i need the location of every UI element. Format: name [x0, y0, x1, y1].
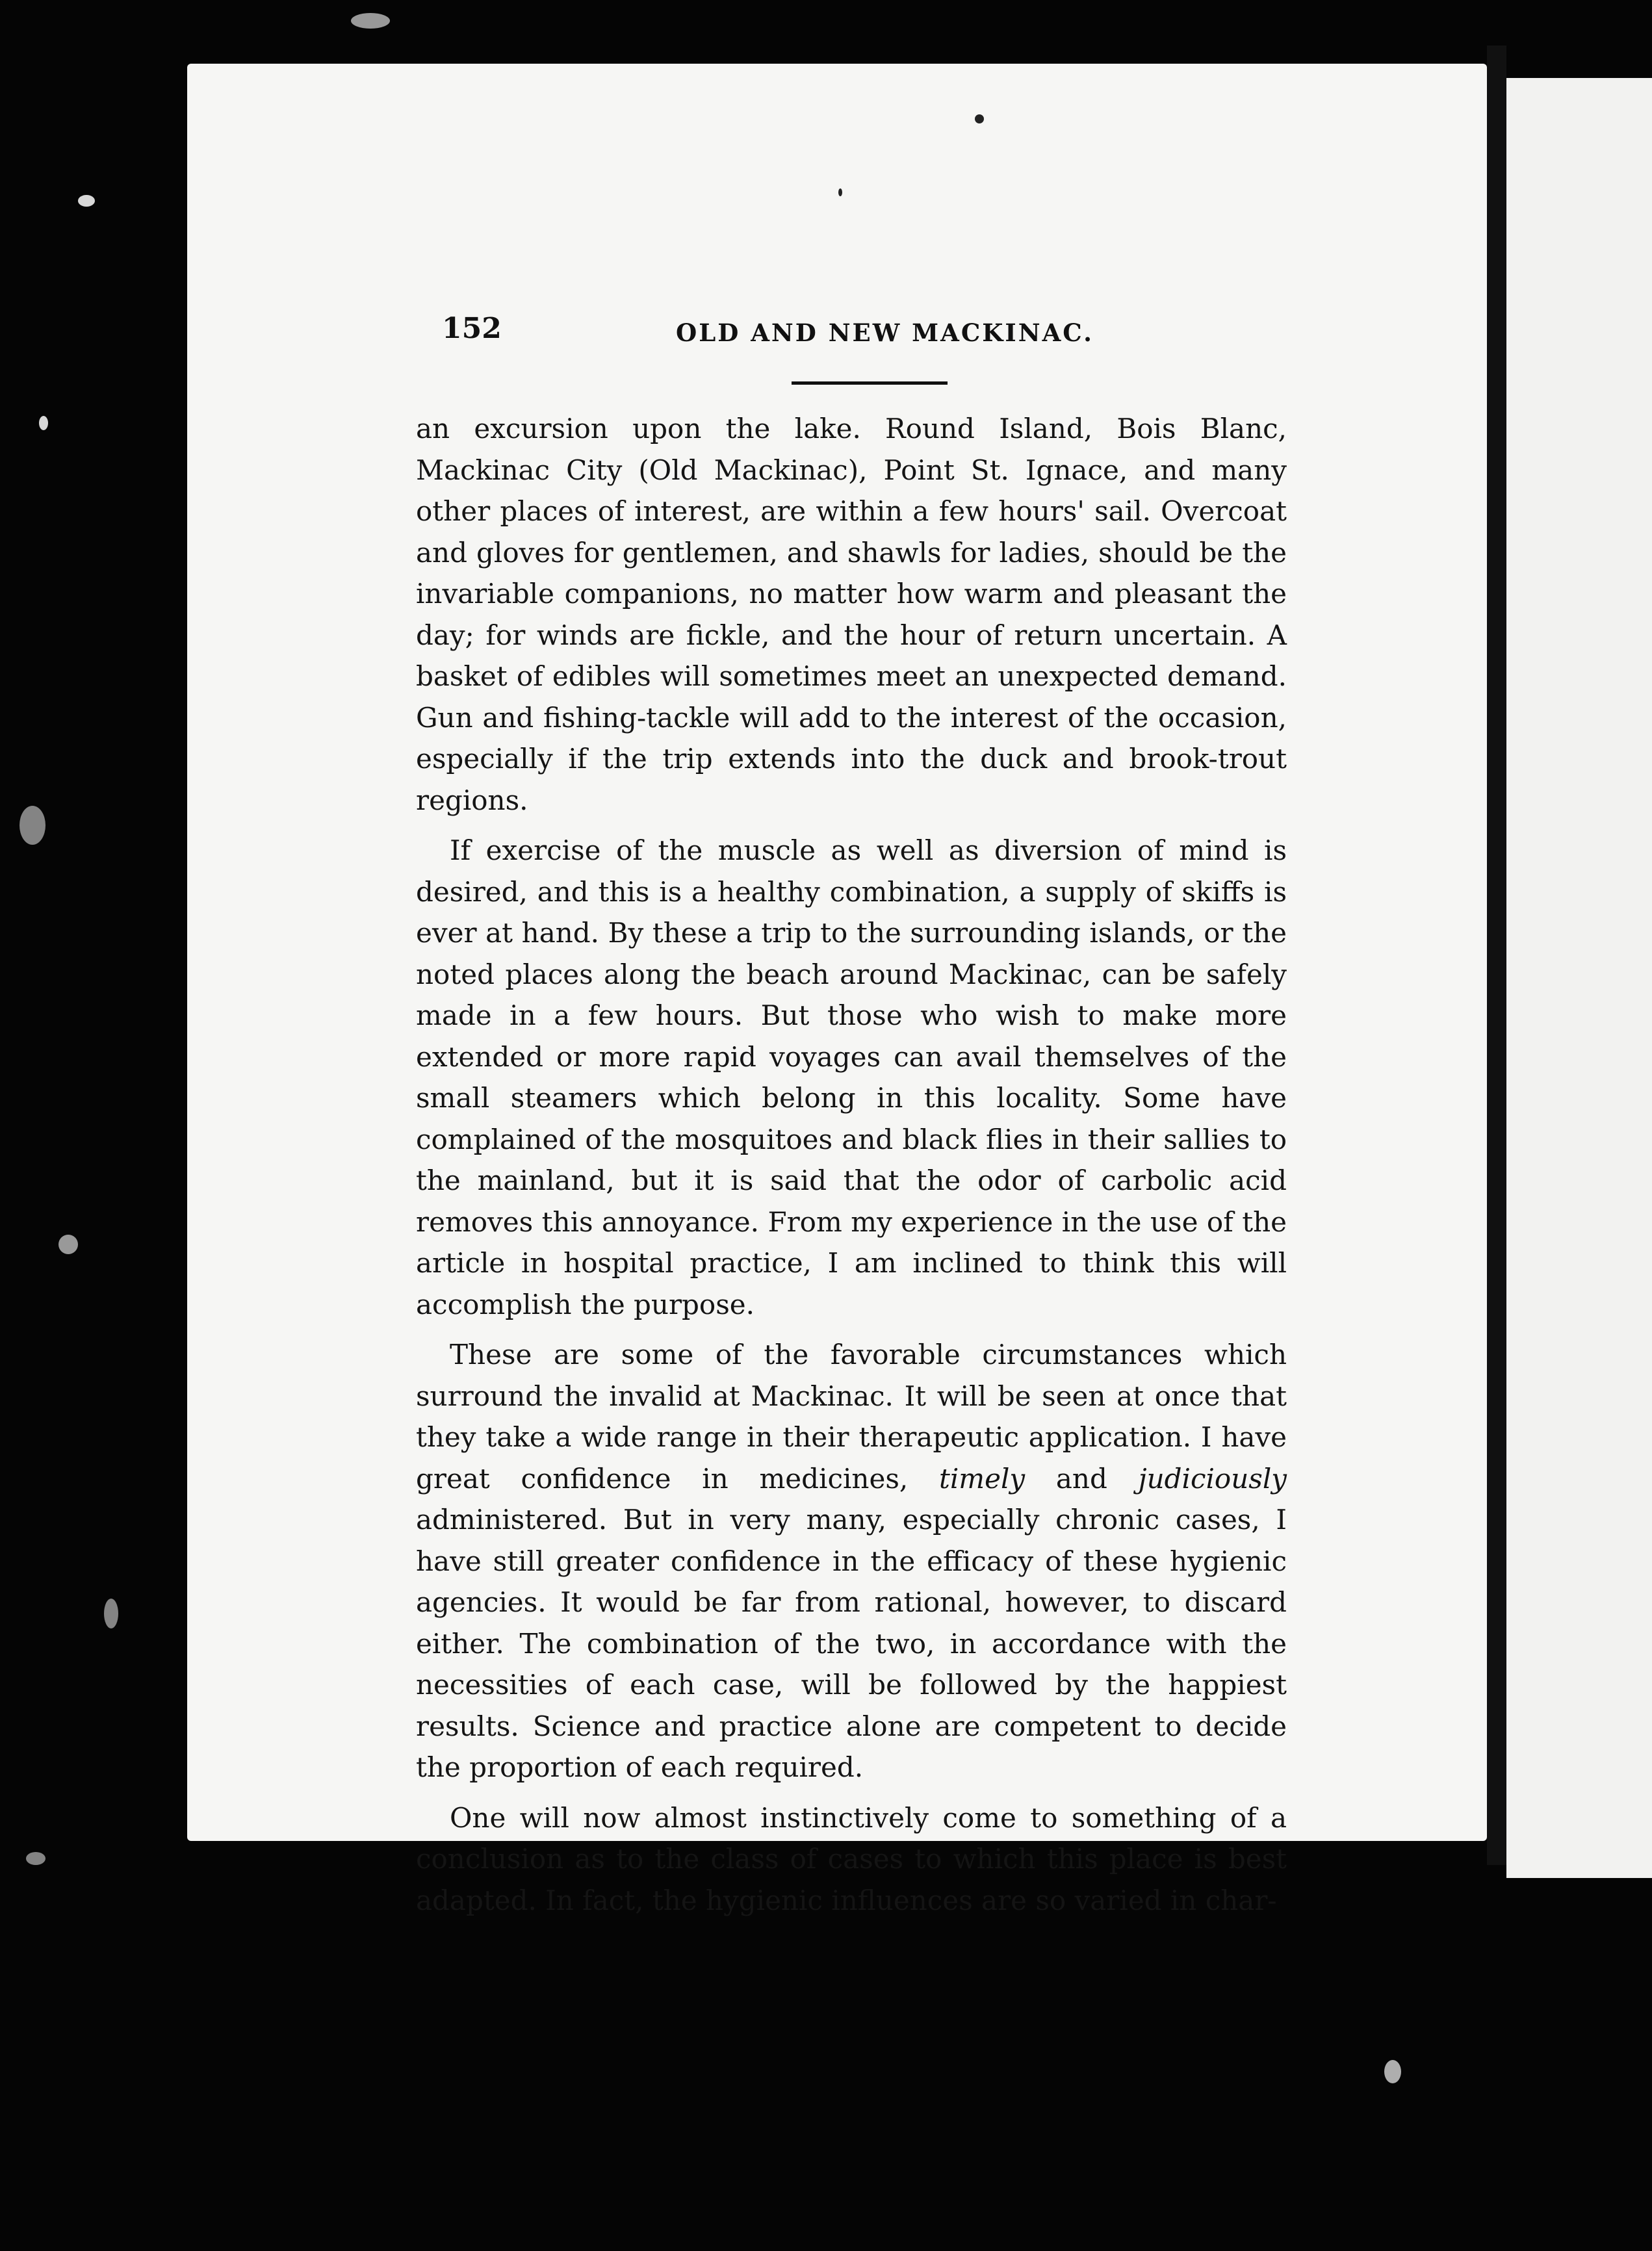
scan-speck [104, 1599, 118, 1628]
page-gutter [1487, 45, 1506, 1865]
emphasis-timely: timely [938, 1462, 1026, 1495]
scan-speck [351, 13, 390, 29]
scan-speck [26, 1852, 45, 1865]
ink-dot [838, 188, 842, 196]
body-text [416, 408, 1287, 1930]
scan-speck [78, 195, 95, 207]
scan-speck [19, 806, 45, 845]
page-number: 152 [442, 312, 502, 345]
paragraph-4: One will now almost instinctively come to something of a conclusion as to the class of cases to which this place is best adapted. In fact, the hygienic influences are so varied in char- [416, 1801, 1287, 1916]
paragraph-1: an excursion upon the lake. Round Island, Bois Blanc, Mackinac City (Old Mackinac), Point St. Ignace, and many other places of interest, are within a few hours' sail. Overcoat and gloves for gentlemen, and shawls for ladies, should be the invariable companions, no matter how warm and pleasant the day; for winds are fickle, and the hour of return uncertain. A basket of edibles will sometimes meet an unexpected demand. Gun and fishing-tackle will add to the interest of the occasion, especially if the trip extends into the duck and brook-trout regions. [416, 413, 1287, 816]
paragraph-2: If exercise of the muscle as well as diversion of mind is desired, and this is a healthy combination, a supply of skiffs is ever at hand. By these a trip to the surrounding islands, or the noted places along the beach around Mackinac, can be safely made in a few hours. But those who wish to make more extended or more rapid voyages can avail themselves of the small steamers which belong in this locality. Some have complained of the mosquitoes and black flies in their sallies to the mainland, but it is said that the odor of carbolic acid removes this annoyance. From my experience in the use of the article in hospital practice, I am inclined to think this will accomplish the purpose. [416, 834, 1287, 1320]
ink-dot [975, 114, 984, 123]
paragraph-3-text-c: administered. But in very many, especially chronic cases, I have still greater confidence in the efficacy of these hygienic agencies. It would be far from rational, however, to discard either. The combination of the two, in accordance with the necessities of each case, will be followed by the happiest results. Science and practice alone are competent to decide the proportion of each required. [416, 1504, 1287, 1783]
running-head: OLD AND NEW MACKINAC. [676, 318, 1094, 347]
emphasis-judiciously: judiciously [1138, 1462, 1287, 1495]
scan-speck [1384, 2060, 1401, 2083]
header-rule [792, 381, 948, 385]
scan-speck [58, 1235, 78, 1254]
paragraph-3-text-b: and [1025, 1462, 1139, 1495]
paragraph-3 [416, 1334, 1287, 1788]
scan-speck [39, 416, 48, 430]
adjacent-page-edge [1506, 78, 1652, 1878]
paragraph-3-text-a: These are some of the favorable circumstances which surround the invalid at Mackinac. It will be seen at once that they take a wide range in their therapeutic application. I have great confidence in medicines, [416, 1339, 1287, 1495]
